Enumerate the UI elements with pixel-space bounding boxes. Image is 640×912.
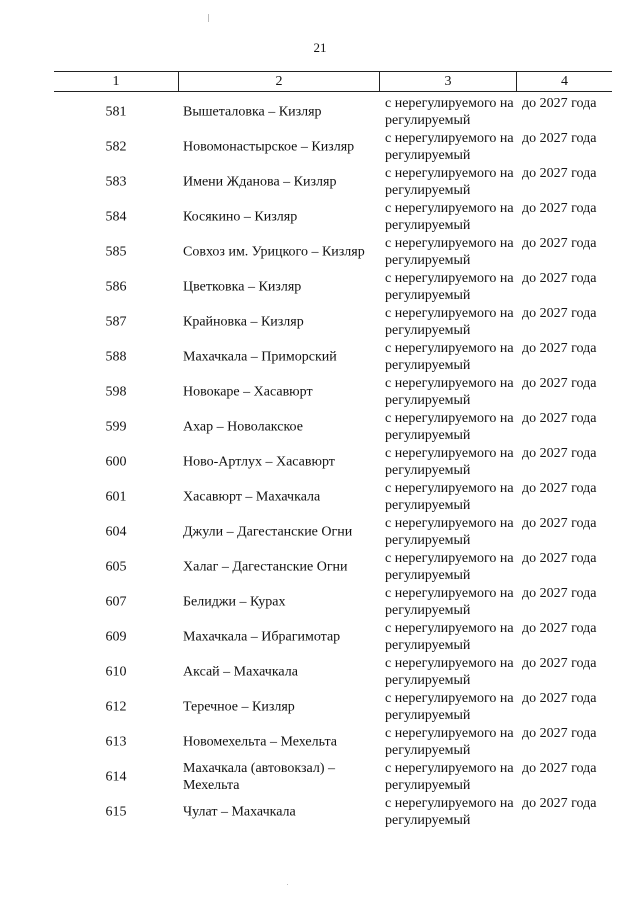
deadline: до 2027 года [522, 131, 597, 146]
route-number: 604 [105, 524, 127, 539]
table-row [0, 759, 640, 794]
column-header-1: 1 [112, 74, 120, 89]
status-change: с нерегулируемого на регулируемый [385, 376, 514, 408]
route-number: 607 [105, 594, 127, 609]
table-row [0, 794, 640, 829]
table-row [0, 689, 640, 724]
deadline: до 2027 года [522, 691, 597, 706]
table-row [0, 304, 640, 339]
route-name: Новомонастырское – Кизляр [183, 139, 355, 154]
route-number: 586 [105, 279, 127, 294]
route-number: 583 [105, 174, 127, 189]
route-name: Махачкала (автовокзал) – Мехельта [183, 760, 336, 793]
route-name: Теречное – Кизляр [183, 699, 295, 714]
deadline: до 2027 года [522, 551, 597, 566]
route-name: Чулат – Махачкала [183, 804, 296, 819]
table-row [0, 479, 640, 514]
table-row [0, 199, 640, 234]
route-number: 599 [105, 419, 127, 434]
table-row [0, 584, 640, 619]
deadline: до 2027 года [522, 96, 597, 111]
page-number: 21 [313, 40, 327, 55]
column-header-4: 4 [561, 74, 568, 89]
route-name: Цветковка – Кизляр [183, 279, 302, 294]
route-number: 610 [105, 664, 127, 679]
route-name: Новокаре – Хасавюрт [183, 384, 313, 399]
table-header [54, 71, 612, 92]
deadline: до 2027 года [522, 341, 597, 356]
table-body [0, 94, 640, 829]
column-header-2: 2 [275, 74, 283, 89]
route-number: 584 [105, 209, 127, 224]
route-name: Хасавюрт – Махачкала [183, 489, 321, 504]
route-name: Совхоз им. Урицкого – Кизляр [183, 244, 365, 259]
deadline: до 2027 года [522, 656, 597, 671]
route-name: Аксай – Махачкала [183, 664, 298, 679]
route-name: Имени Жданова – Кизляр [183, 174, 337, 189]
status-change: с нерегулируемого на регулируемый [385, 551, 514, 583]
table-row [0, 724, 640, 759]
route-name: Белиджи – Курах [183, 594, 286, 609]
table-row [0, 654, 640, 689]
route-number: 588 [105, 349, 127, 364]
route-number: 613 [105, 734, 127, 749]
status-change: с нерегулируемого на регулируемый [385, 516, 514, 548]
status-change: с нерегулируемого на регулируемый [385, 411, 514, 443]
status-change: с нерегулируемого на регулируемый [385, 796, 514, 828]
route-number: 585 [105, 244, 127, 259]
route-number: 609 [105, 629, 127, 644]
table-row [0, 164, 640, 199]
deadline: до 2027 года [522, 201, 597, 216]
deadline: до 2027 года [522, 621, 597, 636]
route-name: Джули – Дагестанские Огни [183, 524, 353, 539]
route-number: 587 [105, 314, 127, 329]
table-row [0, 129, 640, 164]
status-change: с нерегулируемого на регулируемый [385, 726, 514, 758]
route-number: 612 [105, 699, 127, 714]
route-name: Ново-Артлух – Хасавюрт [183, 454, 335, 469]
deadline: до 2027 года [522, 481, 597, 496]
table-row [0, 409, 640, 444]
status-change: с нерегулируемого на регулируемый [385, 131, 514, 163]
status-change: с нерегулируемого на регулируемый [385, 306, 514, 338]
table-row [0, 514, 640, 549]
status-change: с нерегулируемого на регулируемый [385, 236, 514, 268]
table-row [0, 549, 640, 584]
status-change: с нерегулируемого на регулируемый [385, 656, 514, 688]
route-number: 598 [105, 384, 127, 399]
status-change: с нерегулируемого на регулируемый [385, 586, 514, 618]
route-name: Ахар – Новолакское [183, 419, 303, 434]
route-number: 581 [105, 104, 127, 119]
scan-mark [287, 884, 288, 885]
status-change: с нерегулируемого на регулируемый [385, 446, 514, 478]
deadline: до 2027 года [522, 411, 597, 426]
status-change: с нерегулируемого на регулируемый [385, 201, 514, 233]
status-change: с нерегулируемого на регулируемый [385, 96, 514, 128]
status-change: с нерегулируемого на регулируемый [385, 341, 514, 373]
deadline: до 2027 года [522, 796, 597, 811]
route-name: Халаг – Дагестанские Огни [183, 559, 348, 574]
status-change: с нерегулируемого на регулируемый [385, 271, 514, 303]
status-change: с нерегулируемого на регулируемый [385, 481, 514, 513]
deadline: до 2027 года [522, 271, 597, 286]
deadline: до 2027 года [522, 236, 597, 251]
table-row [0, 269, 640, 304]
route-name: Крайновка – Кизляр [183, 314, 304, 329]
deadline: до 2027 года [522, 446, 597, 461]
status-change: с нерегулируемого на регулируемый [385, 761, 514, 793]
table-row [0, 339, 640, 374]
table-row [0, 374, 640, 409]
table-row [0, 234, 640, 269]
table-row [0, 444, 640, 479]
table-row [0, 94, 640, 129]
deadline: до 2027 года [522, 586, 597, 601]
route-number: 600 [105, 454, 127, 469]
deadline: до 2027 года [522, 306, 597, 321]
deadline: до 2027 года [522, 516, 597, 531]
column-header-3: 3 [444, 74, 452, 89]
scan-mark [208, 14, 209, 22]
deadline: до 2027 года [522, 761, 597, 776]
route-name: Махачкала – Ибрагимотар [183, 629, 341, 644]
route-name: Махачкала – Приморский [183, 349, 337, 364]
deadline: до 2027 года [522, 376, 597, 391]
table-row [0, 619, 640, 654]
deadline: до 2027 года [522, 726, 597, 741]
route-number: 615 [105, 804, 127, 819]
route-name: Новомехельта – Мехельта [183, 734, 337, 749]
route-number: 582 [105, 139, 127, 154]
status-change: с нерегулируемого на регулируемый [385, 166, 514, 198]
status-change: с нерегулируемого на регулируемый [385, 621, 514, 653]
status-change: с нерегулируемого на регулируемый [385, 691, 514, 723]
route-number: 601 [105, 489, 127, 504]
route-number: 605 [105, 559, 127, 574]
route-name: Вышеталовка – Кизляр [183, 104, 322, 119]
deadline: до 2027 года [522, 166, 597, 181]
route-number: 614 [105, 769, 127, 784]
route-name: Косякино – Кизляр [183, 209, 298, 224]
